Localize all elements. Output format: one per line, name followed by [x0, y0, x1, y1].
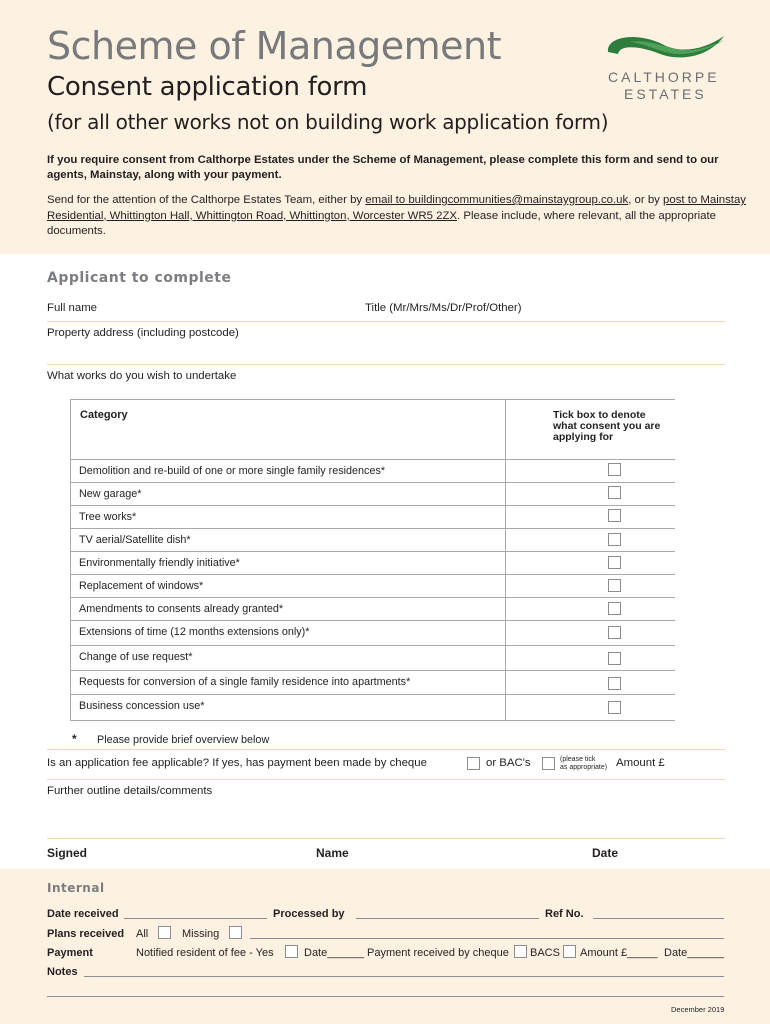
further-details-label: Further outline details/comments [47, 785, 213, 797]
table-row [70, 645, 675, 668]
checkbox-change-of-use[interactable] [608, 652, 621, 665]
processed-by-line[interactable] [356, 918, 539, 919]
ref-no-label: Ref No. [545, 908, 584, 920]
fee-question: Is an application fee applicable? If yes, has payment been made by cheque [47, 757, 427, 769]
checkbox-new-garage[interactable] [608, 486, 621, 499]
plans-received-label: Plans received [47, 928, 125, 940]
form-subtitle: Consent application form [47, 72, 368, 102]
checkbox-tv-aerial[interactable] [608, 533, 621, 546]
further-details-line[interactable] [47, 838, 725, 839]
table-row [70, 459, 675, 482]
please-tick-line-1: (please tick [560, 756, 596, 763]
table-row [70, 551, 675, 574]
works-question-label: What works do you wish to undertake [47, 370, 237, 382]
send-mid: , or by [628, 194, 664, 206]
notified-date-field[interactable]: Date______ [304, 947, 364, 959]
full-name-label: Full name [47, 302, 98, 314]
table-bottom-border [70, 720, 675, 721]
row-label: New garage* [79, 488, 142, 500]
checkbox-conversion[interactable] [608, 677, 621, 690]
date-label: Date [592, 846, 619, 860]
checkbox-all-plans[interactable] [158, 926, 171, 939]
date-received-label: Date received [47, 908, 119, 920]
please-tick-note [560, 756, 607, 772]
title-label: Title (Mr/Mrs/Ms/Dr/Prof/Other) [365, 302, 522, 314]
property-address-label: Property address (including postcode) [47, 327, 239, 339]
row-label: Demolition and re-build of one or more single family residences* [79, 465, 386, 477]
or-bacs-label: or BAC's [486, 757, 531, 769]
row-label: Requests for conversion of a single family residence into apartments* [79, 676, 411, 688]
logo-text-calthorpe: CALTHORPE [608, 69, 720, 85]
checkbox-eco-initiative[interactable] [608, 556, 621, 569]
property-address-line[interactable] [47, 364, 725, 365]
payment-date-field[interactable]: Date______ [664, 947, 724, 959]
checkbox-windows[interactable] [608, 579, 621, 592]
checkbox-demolition[interactable] [608, 463, 621, 476]
send-suffix: . Please include, where relevant, all the appropriate documents. [47, 209, 717, 237]
row-label: Change of use request* [79, 651, 193, 663]
full-name-line[interactable] [47, 321, 725, 322]
logo-text-estates: ESTATES [624, 86, 707, 102]
missing-label: Missing [182, 928, 220, 940]
checkbox-cheque[interactable] [467, 757, 480, 770]
table-row [70, 620, 675, 643]
ref-no-line[interactable] [593, 918, 724, 919]
table-header-category: Category [80, 409, 128, 421]
footnote-divider [47, 749, 725, 750]
send-instructions [47, 193, 747, 240]
notified-label: Notified resident of fee - Yes [136, 947, 274, 959]
row-label: Extensions of time (12 months extensions only)* [79, 626, 310, 638]
checkbox-bacs[interactable] [542, 757, 555, 770]
table-row [70, 482, 675, 505]
table-row [70, 694, 675, 717]
email-link[interactable]: email to buildingcommunities@mainstaygroup.co.uk [365, 194, 629, 206]
row-label: TV aerial/Satellite dish* [79, 534, 191, 546]
row-label: Business concession use* [79, 700, 205, 712]
date-received-line[interactable] [124, 918, 267, 919]
checkbox-business-use[interactable] [608, 701, 621, 714]
notes-label: Notes [47, 966, 78, 978]
signed-label: Signed [47, 846, 88, 860]
processed-by-label: Processed by [273, 908, 345, 920]
post-link[interactable]: post to Mainstay Residential, Whittington Hall, Whittington Road, Whittington, Worcester WR5 2ZX [47, 194, 746, 222]
table-header-tick: Tick box to denote what consent you are applying for [553, 409, 661, 443]
checkbox-amendments[interactable] [608, 602, 621, 615]
form-subnote: (for all other works not on building work application form) [47, 110, 609, 134]
checkbox-notified-yes[interactable] [285, 945, 298, 958]
table-row [70, 505, 675, 528]
table-row [70, 670, 675, 693]
plans-notes-line[interactable] [250, 938, 724, 939]
please-tick-line-2: as appropriate) [560, 764, 608, 771]
payment-cheque-label: Payment received by cheque [367, 947, 509, 959]
row-label: Tree works* [79, 511, 137, 523]
footnote-text: Please provide brief overview below [97, 734, 270, 746]
checkbox-payment-cheque[interactable] [514, 945, 527, 958]
checkbox-missing-plans[interactable] [229, 926, 242, 939]
all-label: All [136, 928, 149, 940]
notes-line-2[interactable] [47, 996, 724, 997]
amount-field[interactable]: Amount £_____ [580, 947, 658, 959]
checkbox-payment-bacs[interactable] [563, 945, 576, 958]
checkbox-extensions[interactable] [608, 626, 621, 639]
footer-date: December 2019 [671, 1005, 725, 1014]
table-row [70, 597, 675, 620]
intro-instructions: If you require consent from Calthorpe Estates under the Scheme of Management, please complete this form and send to our agents, Mainstay, along with your payment. [47, 154, 719, 181]
amount-label: Amount £ [616, 757, 665, 769]
row-label: Amendments to consents already granted* [79, 603, 284, 615]
table-row [70, 574, 675, 597]
internal-section-title: Internal [47, 881, 105, 895]
send-prefix: Send for the attention of the Calthorpe Estates Team, either by [47, 194, 366, 206]
checkbox-tree-works[interactable] [608, 509, 621, 522]
bacs-label: BACS [530, 947, 560, 959]
row-label: Environmentally friendly initiative* [79, 557, 240, 569]
footnote-star: * [72, 732, 77, 746]
applicant-section-title: Applicant to complete [47, 270, 232, 286]
page-title: Scheme of Management [47, 24, 501, 68]
name-label: Name [316, 846, 349, 860]
table-row [70, 528, 675, 551]
fee-divider [47, 779, 725, 780]
payment-label: Payment [47, 947, 93, 959]
notes-line-1[interactable] [84, 976, 724, 977]
row-label: Replacement of windows* [79, 580, 204, 592]
